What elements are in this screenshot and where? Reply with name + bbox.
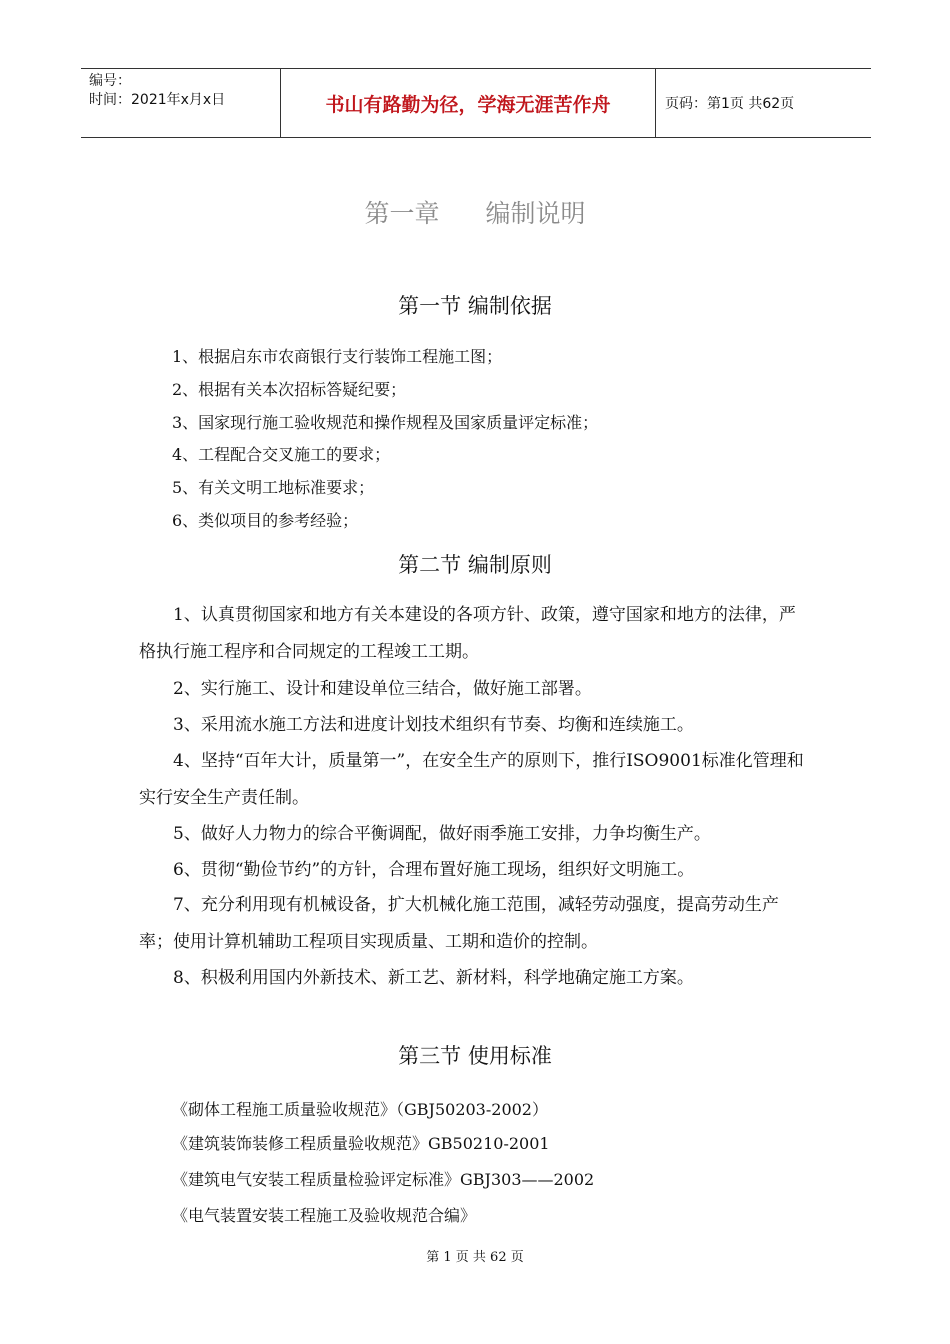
standard-item: 《砌体工程施工质量验收规范》（GBJ50203-2002） (172, 1100, 548, 1119)
standard-item: 《建筑电气安装工程质量检验评定标准》GBJ303——2002 (172, 1170, 595, 1189)
header-page-info: 页码：第1页 共62页 (665, 96, 795, 112)
paragraph: 2、实行施工、设计和建设单位三结合，做好施工部署。 (173, 679, 592, 699)
document-date: 时间：2021年x月x日 (89, 92, 226, 108)
list-item: 1、根据启东市农商银行支行装饰工程施工图； (172, 347, 503, 366)
paragraph: 3、采用流水施工方法和进度计划技术组织有节奏、均衡和连续施工。 (173, 715, 694, 735)
list-item: 3、国家现行施工验收规范和操作规程及国家质量评定标准； (172, 413, 599, 432)
header-meta (81, 69, 281, 137)
header-motto: 书山有路勤为径，学海无涯苦作舟 (281, 69, 656, 137)
list-item: 2、根据有关本次招标答疑纪要； (172, 380, 407, 399)
paragraph: 5、做好人力物力的综合平衡调配，做好雨季施工安排，力争均衡生产。 (173, 824, 711, 844)
page-header (81, 68, 871, 138)
paragraph: 6、贯彻“勤俭节约”的方针，合理布置好施工现场，组织好文明施工。 (173, 860, 695, 880)
paragraph: 7、充分利用现有机械设备，扩大机械化施工范围，减轻劳动强度，提高劳动生产率；使用计算机辅助工程项目实现质量、工期和造价的控制。 (139, 895, 779, 952)
paragraph: 8、积极利用国内外新技术、新工艺、新材料，科学地确定施工方案。 (173, 968, 694, 988)
chapter-name: 编制说明 (485, 199, 586, 228)
chapter-number: 第一章 (364, 199, 440, 228)
page-footer: 第 1 页 共 62 页 (426, 1250, 524, 1265)
section-heading: 第三节 使用标准 (398, 1044, 552, 1068)
chapter-title (0, 194, 950, 230)
standard-item: 《电气装置安装工程施工及验收规范合编》 (172, 1206, 477, 1225)
section-heading: 第二节 编制原则 (398, 553, 552, 577)
list-item: 6、类似项目的参考经验； (172, 511, 359, 530)
standard-item: 《建筑装饰装修工程质量验收规范》GB50210-2001 (172, 1134, 550, 1153)
list-item: 5、有关文明工地标准要求； (172, 478, 375, 497)
paragraph: 1、认真贯彻国家和地方有关本建设的各项方针、政策，遵守国家和地方的法律，严格执行施工程序和合同规定的工程竣工工期。 (139, 605, 796, 662)
document-number-label: 编号： (89, 73, 131, 89)
list-item: 4、工程配合交叉施工的要求； (172, 445, 391, 464)
paragraph: 4、坚持“百年大计，质量第一”，在安全生产的原则下，推行ISO9001标准化管理和实行安全生产责任制。 (139, 751, 804, 808)
section-heading: 第一节 编制依据 (398, 294, 552, 318)
